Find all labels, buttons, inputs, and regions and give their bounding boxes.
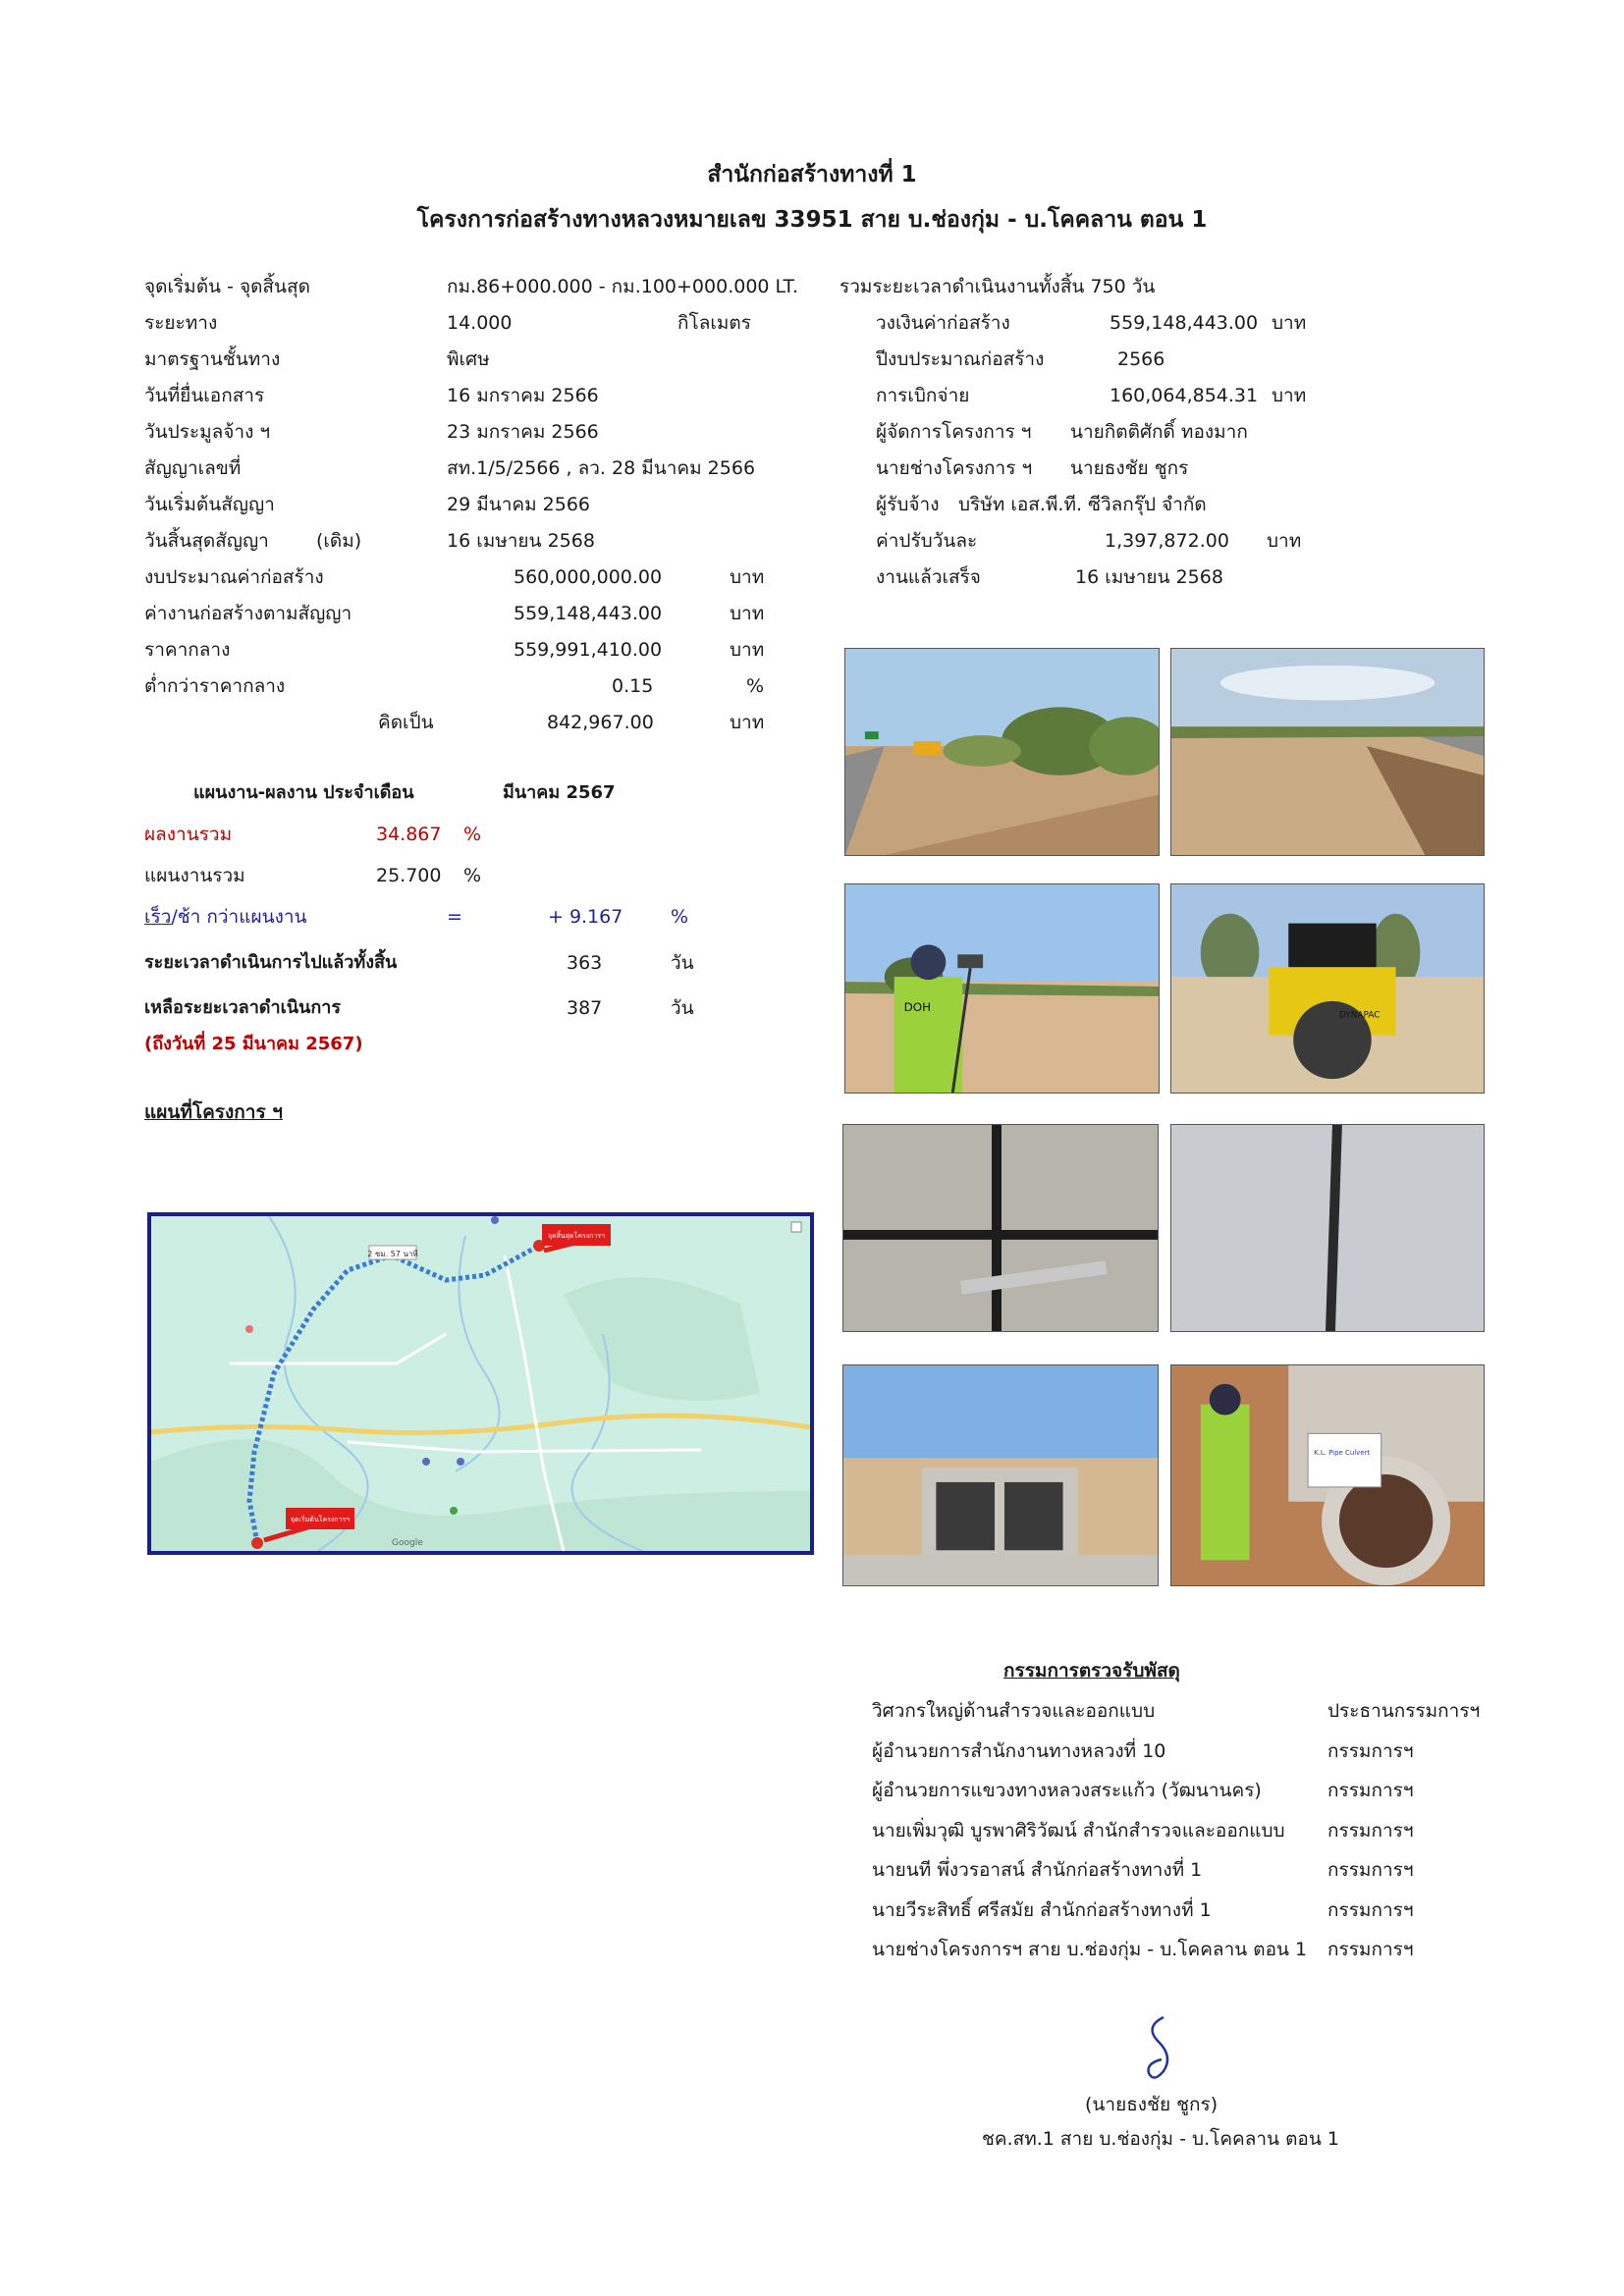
budget-unit: บาท <box>730 603 765 624</box>
ahead-fast-label: เร็ว <box>144 906 172 928</box>
budget-unit: % <box>746 675 765 697</box>
map-canvas <box>151 1216 810 1551</box>
as-of-date: (ถึงวันที่ 25 มีนาคม 2567) <box>144 1034 363 1054</box>
budget-value: 842,967.00 <box>547 712 654 733</box>
actual-unit: % <box>463 824 482 845</box>
project-title: โครงการก่อสร้างทางหลวงหมายเลข 33951 สาย บ.ช่องกุ่ม - บ.โคคลาน ตอน 1 <box>416 207 1208 233</box>
info-label: ผู้จัดการโครงการ ฯ <box>876 421 1032 443</box>
committee-member: นายวีระสิทธิ์ ศรีสมัย สำนักก่อสร้างทางที่ 1 <box>872 1899 1212 1921</box>
budget-value: 559,148,443.00 <box>514 603 663 624</box>
info-label: การเบิกจ่าย <box>876 385 970 406</box>
ahead-label <box>144 905 307 929</box>
info-label: งานแล้วเสร็จ <box>876 566 981 588</box>
info-value: 29 มีนาคม 2566 <box>447 494 591 515</box>
info-value: นายกิตติศักดิ์ ทองมาก <box>1070 421 1248 443</box>
budget-label: ต่ำกว่าราคากลาง <box>144 675 286 697</box>
info-value: 16 เมษายน 2568 <box>447 530 595 552</box>
info-value: บริษัท เอส.พี.ที. ซีวิลกรุ๊ป จำกัด <box>958 494 1207 515</box>
end-label: จุดสิ้นสุดโครงการฯ <box>547 1232 606 1240</box>
info-extra: (เดิม) <box>316 530 362 552</box>
poi-icon <box>245 1325 253 1333</box>
info-label: วันที่ยื่นเอกสาร <box>144 385 265 406</box>
committee-member: นายช่างโครงการฯ สาย บ.ช่องกุ่ม - บ.โคคลาน ตอน 1 <box>872 1939 1308 1960</box>
info-value: 16 มกราคม 2566 <box>447 385 599 406</box>
committee-role: กรรมการฯ <box>1327 1740 1414 1762</box>
info-value: สท.1/5/2566 , ลว. 28 มีนาคม 2566 <box>447 457 756 479</box>
info-value: 1,397,872.00 <box>1105 530 1229 552</box>
photo-roller <box>1170 883 1485 1094</box>
committee-member: ผู้อำนวยการสำนักงานทางหลวงที่ 10 <box>872 1740 1166 1762</box>
info-value: 2566 <box>1117 348 1165 370</box>
budget-unit: บาท <box>730 566 765 588</box>
ahead-rest-label: /ช้า กว่าแผนงาน <box>171 906 307 928</box>
remain-value: 387 <box>567 997 603 1019</box>
info-label: ผู้รับจ้าง <box>876 494 940 515</box>
total-duration: รวมระยะเวลาดำเนินงานทั้งสิ้น 750 วัน <box>839 276 1156 297</box>
photo-surveyor <box>844 883 1160 1094</box>
info-value: พิเศษ <box>447 348 490 370</box>
info-label: ระยะทาง <box>144 312 218 334</box>
elapsed-value: 363 <box>567 952 603 974</box>
info-value: 23 มกราคม 2566 <box>447 421 599 443</box>
remain-label: เหลือระยะเวลาดำเนินการ <box>144 997 342 1018</box>
info-label: นายช่างโครงการ ฯ <box>876 457 1033 479</box>
vest-label: DOH <box>903 999 932 1014</box>
budget-value: 0.15 <box>612 675 654 697</box>
committee-role: กรรมการฯ <box>1327 1820 1414 1842</box>
poi-icon <box>457 1458 464 1466</box>
info-label: วันประมูลจ้าง ฯ <box>144 421 271 443</box>
poi-icon <box>491 1216 499 1224</box>
plan-label: แผนงานรวม <box>144 865 245 886</box>
committee-role: กรรมการฯ <box>1327 1899 1414 1921</box>
info-label: สัญญาเลขที่ <box>144 457 242 479</box>
committee-member: ผู้อำนวยการแขวงทางหลวงสระแก้ว (วัฒนานคร) <box>872 1780 1262 1801</box>
actual-label: ผลงานรวม <box>144 824 233 845</box>
budget-label: งบประมาณค่าก่อสร้าง <box>144 566 324 588</box>
committee-member: นายนที พึ่งวรอาสน์ สำนักก่อสร้างทางที่ 1 <box>872 1859 1203 1881</box>
fullscreen-icon[interactable] <box>791 1222 801 1232</box>
ahead-value: + 9.167 <box>548 906 623 928</box>
info-label: มาตรฐานชั้นทาง <box>144 348 281 370</box>
progress-title: แผนงาน-ผลงาน ประจำเดือน <box>193 782 414 803</box>
remain-unit: วัน <box>671 997 694 1019</box>
poi-icon <box>450 1507 458 1515</box>
photo-open-field <box>1170 648 1485 856</box>
photo-pipe-culvert <box>1170 1364 1485 1586</box>
info-label: จุดเริ่มต้น - จุดสิ้นสุด <box>144 276 310 297</box>
info-value: 559,148,443.00 <box>1110 312 1259 334</box>
elapsed-unit: วัน <box>671 952 694 974</box>
elapsed-label: ระยะเวลาดำเนินการไปแล้วทั้งสิ้น <box>144 952 398 973</box>
info-unit: กิโลเมตร <box>677 312 751 334</box>
committee-title: กรรมการตรวจรับพัสดุ <box>1003 1660 1180 1682</box>
budget-value: 559,991,410.00 <box>514 639 663 661</box>
photo-roadside-excavation <box>844 648 1160 856</box>
signature-position: ชค.สท.1 สาย บ.ช่องกุ่ม - บ.โคคลาน ตอน 1 <box>982 2128 1339 2150</box>
photo-concrete-joint <box>1170 1124 1485 1332</box>
committee-role: กรรมการฯ <box>1327 1859 1414 1881</box>
committee-member: นายเพิ่มวุฒิ บูรพาศิริวัฒน์ สำนักสำรวจและออกแบบ <box>872 1820 1285 1842</box>
info-value: 14.000 <box>447 312 513 334</box>
info-unit: บาท <box>1272 385 1307 406</box>
info-label: ปีงบประมาณก่อสร้าง <box>876 348 1045 370</box>
info-value: นายธงชัย ชูกร <box>1070 457 1189 479</box>
ahead-unit: % <box>671 906 689 928</box>
roller-label: DYNAPAC <box>1338 1010 1380 1021</box>
info-label: วันเริ่มต้นสัญญา <box>144 494 275 515</box>
budget-unit: บาท <box>730 639 765 661</box>
map-title: แผนที่โครงการ ฯ <box>144 1101 283 1123</box>
signature-name: (นายธงชัย ชูกร) <box>1085 2094 1218 2115</box>
start-label: จุดเริ่มต้นโครงการฯ <box>290 1516 351 1523</box>
info-value: 16 เมษายน 2568 <box>1075 566 1223 588</box>
committee-role: ประธานกรรมการฯ <box>1327 1700 1481 1722</box>
budget-label: ราคากลาง <box>144 639 231 661</box>
progress-month: มีนาคม 2567 <box>503 782 616 803</box>
start-pin-icon <box>251 1537 263 1549</box>
plan-unit: % <box>463 865 482 886</box>
google-logo: Google <box>392 1538 423 1548</box>
info-label: วันสิ้นสุดสัญญา <box>144 530 269 552</box>
route-time-label: 2 ชม. 57 นาที <box>367 1250 418 1258</box>
info-value: กม.86+000.000 - กม.100+000.000 LT. <box>447 276 798 297</box>
info-label: วงเงินค่าก่อสร้าง <box>876 312 1010 334</box>
info-unit: บาท <box>1272 312 1307 334</box>
committee-role: กรรมการฯ <box>1327 1780 1414 1801</box>
photo-joint-measure <box>842 1124 1159 1332</box>
ahead-eq: = <box>447 906 462 928</box>
photo-box-culvert <box>842 1364 1159 1586</box>
poi-icon <box>422 1458 430 1466</box>
plan-value: 25.700 <box>376 865 442 886</box>
committee-member: วิศวกรใหญ่ด้านสำรวจและออกแบบ <box>872 1700 1156 1722</box>
office-title: สำนักก่อสร้างทางที่ 1 <box>707 162 917 187</box>
committee-role: กรรมการฯ <box>1327 1939 1414 1960</box>
budget-label: คิดเป็น <box>378 712 434 733</box>
budget-unit: บาท <box>730 712 765 733</box>
project-map[interactable] <box>147 1212 814 1555</box>
budget-value: 560,000,000.00 <box>514 566 663 588</box>
signature-mark <box>1134 2012 1183 2086</box>
info-label: ค่าปรับวันละ <box>876 530 978 552</box>
info-value: 160,064,854.31 <box>1110 385 1259 406</box>
pipe-sign-text: K.L. Pipe Culvert <box>1314 1449 1371 1458</box>
budget-label: ค่างานก่อสร้างตามสัญญา <box>144 603 352 624</box>
info-unit: บาท <box>1267 530 1302 552</box>
actual-value: 34.867 <box>376 824 442 845</box>
